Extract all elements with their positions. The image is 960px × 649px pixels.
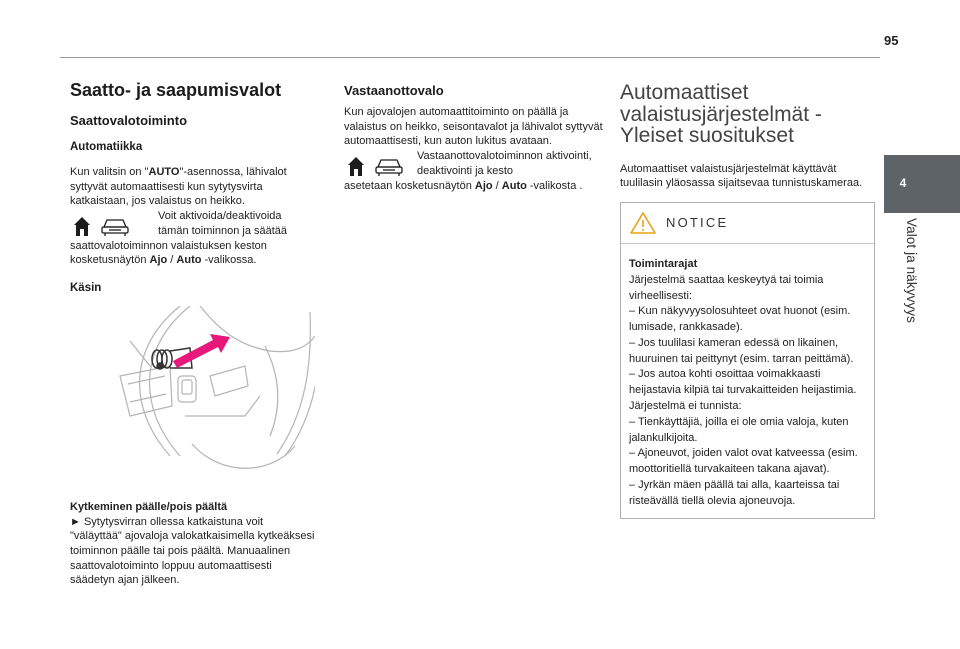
notice-line: Järjestelmä ei tunnista: (629, 400, 742, 413)
auto-icon-text-a: Voit aktivoida/deaktivoida tämän toiminnon ja säätää (158, 210, 288, 237)
notice-box (620, 202, 875, 519)
steering-wheel-figure (70, 306, 315, 486)
notice-body (629, 244, 864, 510)
notice-line: – Jos autoa kohti osoittaa voimakkaasti heijastavia kilpiä tai turvakaitteiden heijastimia. (629, 368, 857, 397)
welcome-paragraph: Kun ajovalojen automaattitoiminto on päällä ja valaistus on heikko, seisontavalot ja lähivalot syttyvät automaattisesti, kun auton lukitus avataan. (344, 106, 603, 148)
column-1 (70, 80, 315, 588)
notice-label: NOTICE (666, 214, 729, 230)
auto-heading: Automatiikka (70, 141, 143, 153)
notice-line: – Jos tuulilasi kameran edessä on likainen, huuruinen tai peittynyt (esim. tarran peittämä). (629, 336, 854, 365)
notice-line: – Ajoneuvot, joiden valot ovat katveessa (esim. moottoritiellä turvakaiteen takana ajavat). (629, 447, 858, 476)
header-rule (60, 57, 880, 58)
welcome-icon-note (344, 149, 606, 193)
auto-icon-note (70, 209, 315, 268)
notice-line: – Kun näkyvyysolosuhteet ovat huonot (esim. lumisade, rankkasade). (629, 305, 851, 334)
notice-line: – Tienkäyttäjiä, joilla ei ole omia valoja, kuten jalankulkijoita. (629, 415, 849, 444)
notice-line: – Jyrkän mäen päällä tai alla, kaarteissa tai risteävällä tiellä olevia ajoneuvoja. (629, 479, 840, 507)
manual-heading: Käsin (70, 281, 102, 294)
menu-icons (346, 154, 416, 178)
notice-line: Järjestelmä saattaa keskeytyä tai toimia virheellisesti: (629, 273, 824, 302)
auto-icon-text-b: saattovalotoiminnon valaistuksen keston kosketusnäytön Ajo / Auto -valikossa. (70, 239, 267, 267)
menu-icons (72, 214, 142, 238)
welcome-icon-text-b: asetetaan kosketusnäytön Ajo / Auto -valikosta . (344, 179, 583, 192)
car-icon (376, 160, 402, 176)
chapter-title: Valot ja näkyvyys (904, 218, 919, 323)
column-2 (344, 83, 606, 193)
notice-heading: Toimintarajat (629, 257, 698, 270)
manual-text: ► Sytytysvirran ollessa katkaistuna voit "väläyttää" ajovaloja valokatkaisimella kytkeäksesi toiminnon päälle tai pois päältä. Manuaalinen saattovalotoiminto loppuu automaattisesti säädetyn ajan jälkeen. (70, 515, 315, 587)
car-icon (102, 220, 128, 236)
warning-icon (629, 211, 657, 235)
recommendations-title: Automaattiset valaistusjärjestelmät - Yleiset suositukset (620, 81, 822, 147)
notice-header (621, 203, 874, 244)
chapter-number: 4 (899, 176, 907, 190)
page-number: 95 (884, 33, 899, 48)
recommendations-paragraph: Automaattiset valaistusjärjestelmät käyttävät tuulilasin yläosassa sijaitsevaa tunnistuskameraa. (620, 162, 863, 190)
home-icon (348, 157, 364, 176)
home-icon (74, 217, 90, 236)
column-3 (620, 82, 875, 519)
section-title: Saatto- ja saapumisvalot (70, 80, 282, 100)
welcome-icon-text-a: Vastaanottovalotoiminnon aktivointi, deaktivointi ja kesto (417, 150, 592, 177)
section-subtitle: Saattovalotoiminto (70, 113, 188, 128)
arrow-icon (173, 334, 230, 368)
welcome-title: Vastaanottovalo (344, 83, 444, 98)
manual-caption: Kytkeminen päälle/pois päältä (70, 500, 228, 513)
auto-paragraph: Kun valitsin on "AUTO"-asennossa, lähivalot syttyvät automaattisesti kun sytytysvirta katkaistaan, jos valaistus on heikko. (70, 166, 287, 208)
